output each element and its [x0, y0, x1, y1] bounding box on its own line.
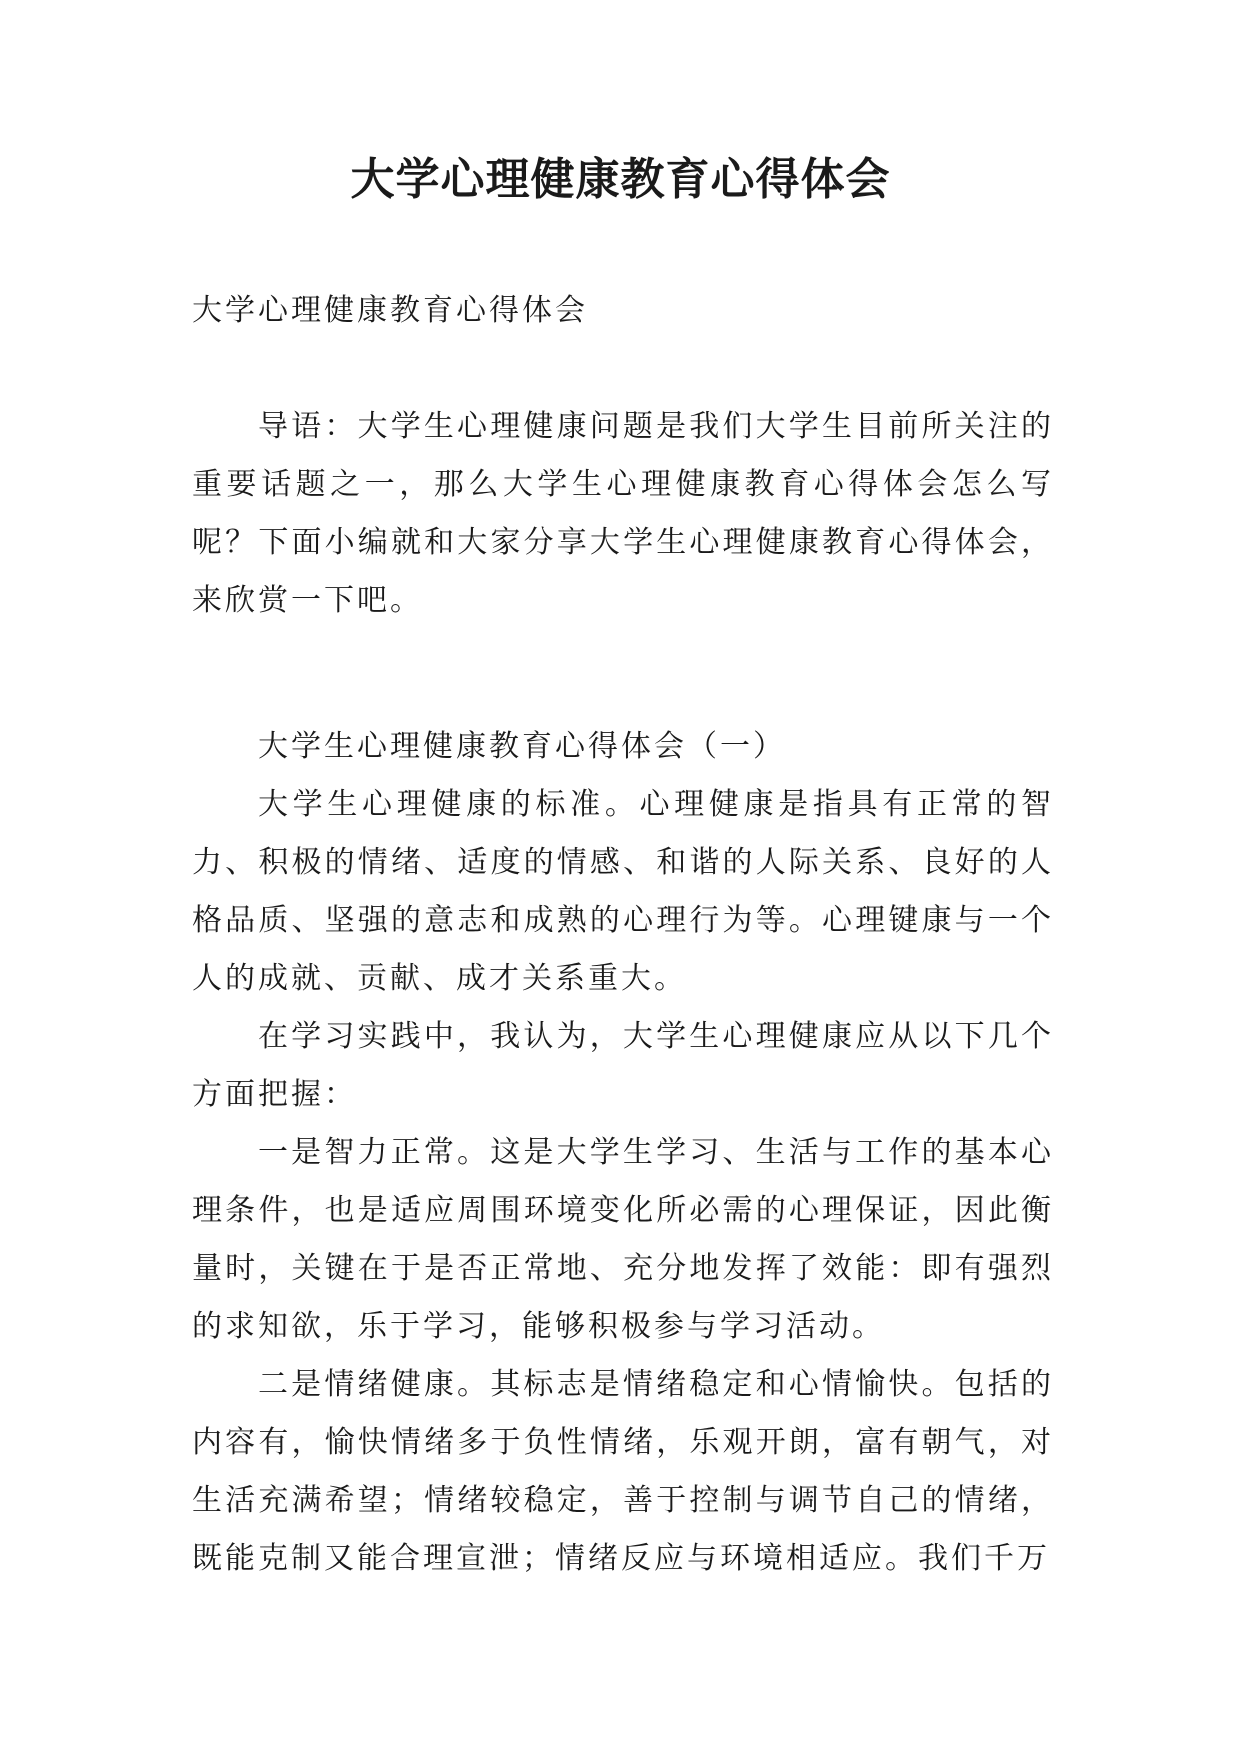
body-paragraph: 大学生心理健康的标准。心理健康是指具有正常的智力、积极的情绪、适度的情感、和谐的人际关系、良好的人格品质、坚强的意志和成熟的心理行为等。心理键康与一个人的成就、贡献、成才关系重大。 — [192, 787, 1054, 996]
intro-paragraph: 导语：大学生心理健康问题是我们大学生目前所关注的重要话题之一，那么大学生心理健康教育心得体会怎么写呢？下面小编就和大家分享大学生心理健康教育心得体会，来欣赏一下吧。 — [192, 409, 1054, 618]
body-paragraph: 在学习实践中，我认为，大学生心理健康应从以下几个方面把握： — [192, 1019, 1054, 1112]
body-paragraph: 二是情绪健康。其标志是情绪稳定和心情愉快。包括的内容有，愉快情绪多于负性情绪，乐观开朗，富有朝气，对生活充满希望；情绪较稳定，善于控制与调节自己的情绪，既能克制又能合理宣泄；情绪反应与环境相适应。我们千万 — [192, 1367, 1054, 1576]
section-heading: 大学生心理健康教育心得体会（一） — [258, 729, 786, 764]
document-title: 大学心理健康教育心得体会 — [350, 154, 891, 205]
document-body — [192, 282, 1054, 1588]
body-paragraph: 一是智力正常。这是大学生学习、生活与工作的基本心理条件，也是适应周围环境变化所必需的心理保证，因此衡量时，关键在于是否正常地、充分地发挥了效能：即有强烈的求知欲，乐于学习，能够积极参与学习活动。 — [192, 1135, 1054, 1344]
document-subtitle: 大学心理健康教育心得体会 — [192, 293, 588, 328]
